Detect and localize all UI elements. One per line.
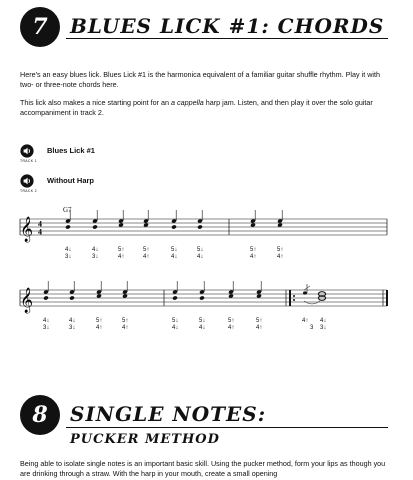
tab-top: 4↓ <box>43 318 50 324</box>
note-chord <box>43 281 49 301</box>
tab-top: 5↑ <box>143 247 150 253</box>
section-7-badge <box>20 7 60 47</box>
paragraph-2-text-end: harp jam. Listen, and then play it over the solo guitar accompaniment in track 2. <box>20 98 373 117</box>
tab-top: 5↓ <box>197 247 204 253</box>
music-staff-1 <box>0 200 413 270</box>
section-8-badge <box>20 395 60 435</box>
note-chord <box>92 210 98 230</box>
tab-bottom: 4↑ <box>277 254 284 260</box>
section-7-title: BLUES LICK #1: CHORDS <box>70 14 385 38</box>
tab-top: 4↓ <box>92 247 99 253</box>
tab-top: 5↑ <box>256 318 263 324</box>
note-chord <box>69 281 75 301</box>
tab-top: 5↑ <box>228 318 235 324</box>
treble-clef: 𝄞 <box>20 288 34 313</box>
staff-1-tab <box>65 247 283 260</box>
tab-top: 5↓ <box>171 247 178 253</box>
section-8-number: 8 <box>32 402 48 428</box>
track-2-number: TRACK 2 <box>20 189 37 193</box>
ending-tab-bottom: 3↓ <box>320 325 327 331</box>
ending-tab <box>302 318 326 331</box>
section-8-paragraph-1: Being able to isolate single notes is an important basic skill. Using the pucker method, form your lips as though you are drinking through a straw. With the harp in your mouth, create a small opening <box>20 459 386 478</box>
tab-bottom: 3↓ <box>43 325 50 331</box>
grace-tab-low: 3 <box>310 325 314 331</box>
section-8-rule <box>66 427 388 428</box>
section-7-paragraph-2 <box>20 98 395 118</box>
tab-bottom: 3↓ <box>69 325 76 331</box>
tab-top: 5↓ <box>199 318 206 324</box>
tab-top: 5↑ <box>277 247 284 253</box>
staff-lines <box>20 219 387 235</box>
time-signature-bottom: 4 <box>38 227 42 237</box>
note-chord <box>171 210 177 230</box>
tab-top: 5↑ <box>250 247 257 253</box>
tab-top: 5↑ <box>122 318 129 324</box>
time-signature-top: 4 <box>38 219 42 229</box>
staff-1-notes <box>65 210 283 230</box>
track-1-number: TRACK 1 <box>20 159 37 163</box>
tab-bottom: 4↓ <box>171 254 178 260</box>
tab-bottom: 4↑ <box>256 325 263 331</box>
ending-tab-top: 4↓ <box>320 318 327 324</box>
tab-top: 5↑ <box>118 247 125 253</box>
speaker-icon <box>20 144 34 158</box>
tab-bottom: 4↑ <box>143 254 150 260</box>
speaker-icon <box>20 174 34 188</box>
staff-2-tab <box>43 318 262 331</box>
section-7-number: 7 <box>32 14 48 40</box>
tab-bottom: 3↓ <box>65 254 72 260</box>
tab-bottom: 4↑ <box>122 325 129 331</box>
tab-bottom: 4↓ <box>197 254 204 260</box>
chord-name-g7: G7 <box>63 206 72 214</box>
tab-bottom: 4↑ <box>96 325 103 331</box>
staff-2-notes <box>43 281 262 301</box>
section-8-subtitle: PUCKER METHOD <box>70 432 220 447</box>
section-8-title: SINGLE NOTES: <box>70 402 267 426</box>
note-chord <box>199 281 205 301</box>
tab-bottom: 4↑ <box>228 325 235 331</box>
music-staff-2 <box>0 271 413 341</box>
section-7-rule <box>66 38 388 39</box>
note-chord <box>197 210 203 230</box>
track-1-label: Blues Lick #1 <box>47 146 95 155</box>
tab-bottom: 4↓ <box>199 325 206 331</box>
paragraph-2-italic: a cappella <box>171 98 204 107</box>
treble-clef: 𝄞 <box>20 217 34 242</box>
section-7-paragraph-1: Here's an easy blues lick. Blues Lick #1 is the harmonica equivalent of a familiar guitar shuffle rhythm. Play it with two- or three-note chords here. <box>20 70 380 89</box>
tab-top: 5↑ <box>96 318 103 324</box>
tab-bottom: 4↓ <box>172 325 179 331</box>
tab-bottom: 3↓ <box>92 254 99 260</box>
tab-top: 4↓ <box>65 247 72 253</box>
paragraph-2-text: This lick also makes a nice starting point for an <box>20 98 172 107</box>
track-2-label: Without Harp <box>47 176 95 185</box>
tab-bottom: 4↑ <box>118 254 125 260</box>
grace-tab: 4↑ <box>302 318 309 324</box>
tab-top: 4↓ <box>69 318 76 324</box>
tab-top: 5↓ <box>172 318 179 324</box>
note-chord <box>172 281 178 301</box>
tab-bottom: 4↑ <box>250 254 257 260</box>
